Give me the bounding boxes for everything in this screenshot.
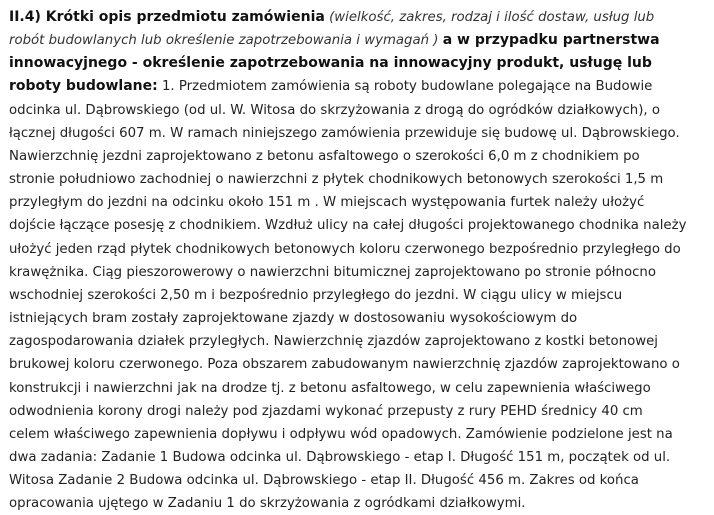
section-heading-note: (wielkość, zakres, rodzaj i ilość dostaw, usług lub robót budowlanych lub określenie zapotrzebowania i wymagań ): [9, 10, 655, 49]
section-heading-partnership: a w przypadku partnerstwa innowacyjnego - określenie zapotrzebowania na innowacyjny produkt, usługę lub roboty budowlane:: [9, 32, 660, 95]
section-ii4: [9, 6, 687, 515]
section-body-text: 1. Przedmiotem zamówienia są roboty budowlane polegające na Budowie odcinka ul. Dąbrowskiego (od ul. W. Witosa do skrzyżowania z drogą do ogródków działkowych), o łącznej długości 607 m. W ramach niniejszego zamówienia przewiduje się budowę ul. Dąbrowskiego. Nawierzchnię jezdni zaprojektowano z betonu asfaltowego o szerokości 6,0 m z chodnikiem po stronie południowo zachodniej o nawierzchni z płytek chodnikowych betonowych szerokości 1,5 m przyległym do jezdni na odcinku około 151 m . W miejscach występowania furtek należy ułożyć dojście łączące posesję z chodnikiem. Wzdłuż ulicy na całej długości projektowanego chodnika należy ułożyć jeden rząd płytek chodnikowych betonowych koloru czerwonego bezpośrednio przyległego do krawężnika. Ciąg pieszorowerowy o nawierzchni bitumicznej zaprojektowano po stronie północno wschodniej szerokości 2,50 m i bezpośrednio przyległego do jezdni. W ciągu ulicy w miejscu istniejących bram zostały zaprojektowane zjazdy w dostosowaniu wysokościowym do zagospodarowania działek przyległych. Nawierzchnię zjazdów zaprojektowano z kostki betonowej brukowej koloru czerwonego. Poza obszarem zabudowanym nawierzchnię zjazdów zaprojektowano o konstrukcji i nawierzchni jak na drodze tj. z betonu asfaltowego, w celu zapewnienia właściwego odwodnienia korony drogi należy pod zjazdami wykonać przepusty z rury PEHD średnicy 40 cm celem właściwego zapewnienia dopływu i odpływu wód opadowych. Zamówienie podzielone jest na dwa zadania: Zadanie 1 Budowa odcinka ul. Dąbrowskiego - etap I. Długość 151 m, początek od ul. Witosa Zadanie 2 Budowa odcinka ul. Dąbrowskiego - etap II. Długość 456 m. Zakres od końca opracowania ujętego w Zadaniu 1 do skrzyżowania z ogródkami działkowymi.: [9, 79, 687, 512]
section-heading-title: II.4) Krótki opis przedmiotu zamówienia: [9, 9, 325, 25]
